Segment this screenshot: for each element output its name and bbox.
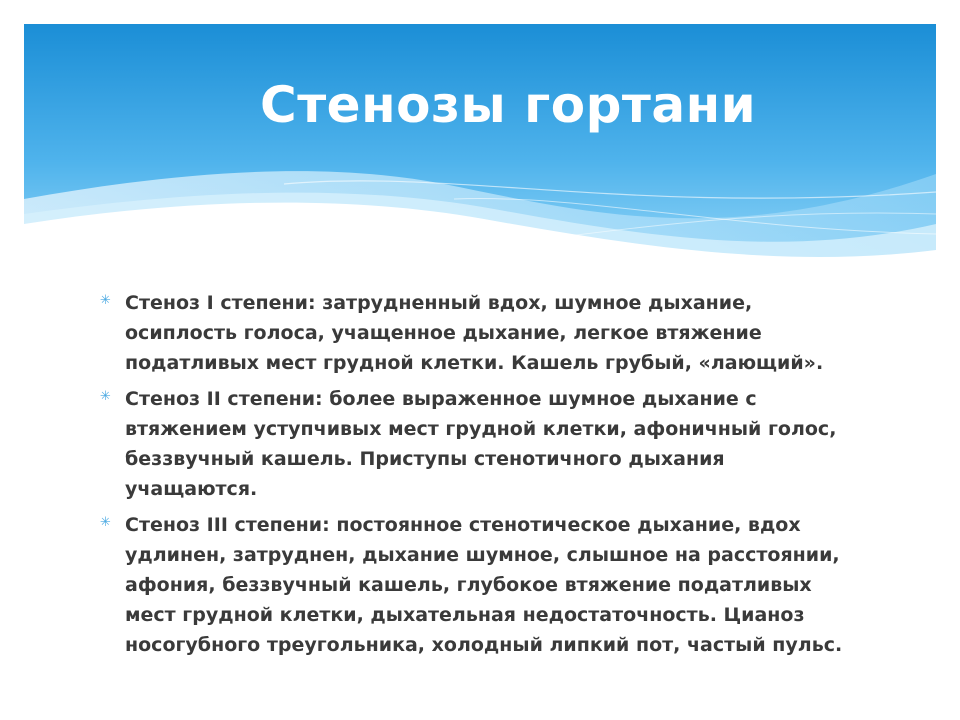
asterisk-bullet-icon: ✳ [100,389,111,404]
bullet-item [100,384,860,504]
bullet-text: Стеноз I степени: затрудненный вдох, шумное дыхание, осиплость голоса, учащенное дыхание, легкое втяжение податливых мест грудной клетки. Кашель грубый, «лающий». [125,292,824,374]
slide-title: Стенозы гортани [260,76,757,134]
bullet-text: Стеноз II степени: более выраженное шумное дыхание с втяжением уступчивых мест грудной клетки, афоничный голос, беззвучный кашель. Приступы стенотичного дыхания учащаются. [125,388,837,500]
bullet-list [100,288,860,666]
bullet-text: Стеноз III степени: постоянное стенотическое дыхание, вдох удлинен, затруднен, дыхание шумное, слышное на расстоянии, афония, беззвучный кашель, глубокое втяжение податливых мест грудной клетки, дыхательная недостаточность. Цианоз носогубного треугольника, холодный липкий пот, частый пульс. [125,514,843,656]
asterisk-bullet-icon: ✳ [100,515,111,530]
header-wave-banner [24,24,936,274]
bullet-item [100,288,860,378]
bullet-item [100,510,860,660]
wave-background-graphic [24,24,936,274]
asterisk-bullet-icon: ✳ [100,293,111,308]
